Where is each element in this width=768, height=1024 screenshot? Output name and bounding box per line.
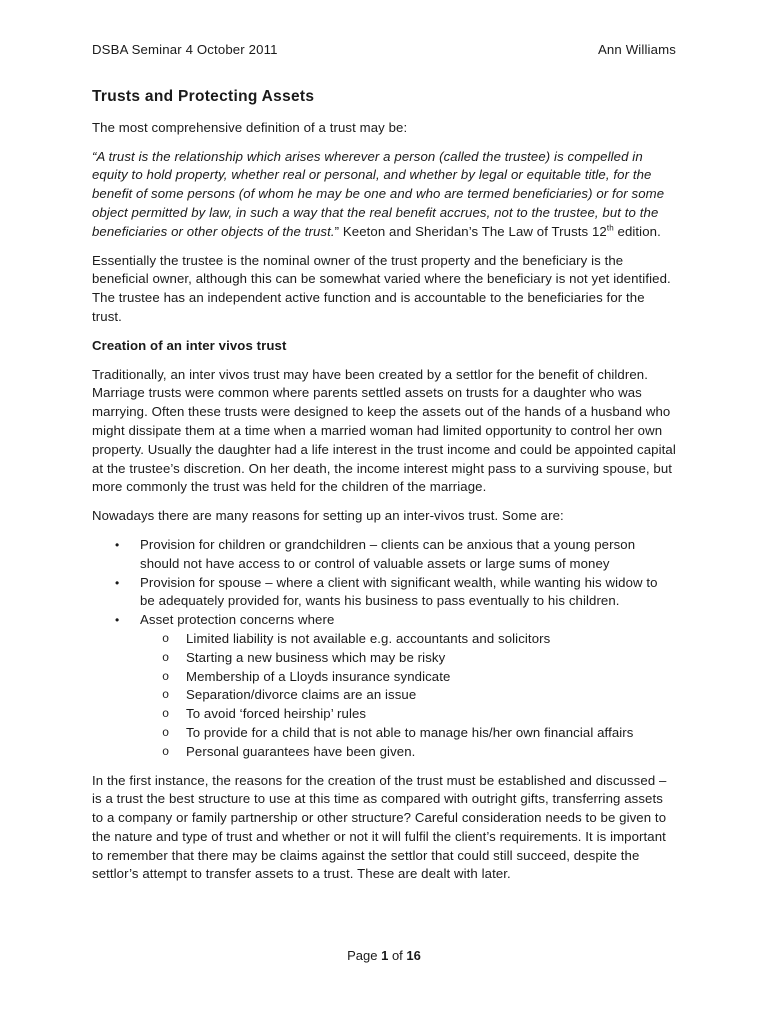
circle-bullet-icon: o — [162, 744, 170, 759]
of-label: of — [388, 948, 407, 963]
sub-list-item-text: Personal guarantees have been given. — [186, 743, 416, 759]
citation-superscript: th — [606, 223, 614, 233]
header-author: Ann Williams — [597, 42, 676, 57]
traditional-paragraph: Traditionally, an inter vivos trust may have been created by a settlor for the benefit of children. Marriage trusts were common where parents settled assets on trusts for a daughter who was marrying. Often these trusts were designed to keep the assets out of the hands of a husband who might dissipate them at a time when a married woman had limited opportunity to control her own property. Usually the daughter had a life interest in the trust income and could be appointed capital at the trustee’s discretion. On her death, the income interest might pass to a surviving spouse, but more commonly the trust was held for the children of the marriage. — [92, 366, 676, 495]
bullet-icon: • — [115, 575, 120, 590]
page-label: Page — [347, 948, 382, 963]
sub-list-item-text: To provide for a child that is not able to manage his/her own financial affairs — [186, 724, 634, 740]
trustee-paragraph: Essentially the trustee is the nominal owner of the trust property and the beneficiary is the beneficial owner, although this can be somewhat varied where the beneficiary is not yet identified. The trustee has an independent active function and is accountable to the beneficiaries for the trust. — [92, 252, 671, 324]
circle-bullet-icon: o — [162, 650, 170, 665]
asset-protection-sublist — [140, 630, 676, 762]
reasons-list — [92, 536, 676, 762]
circle-bullet-icon: o — [162, 707, 170, 722]
quote-citation: ” Keeton and Sheridan’s The Law of Trusts 12 — [334, 223, 607, 239]
list-item — [92, 536, 676, 574]
circle-bullet-icon: o — [162, 669, 170, 684]
list-item — [92, 574, 676, 612]
sub-list-item-text: To avoid ‘forced heirship’ rules — [186, 706, 367, 722]
circle-bullet-icon: o — [162, 725, 170, 740]
header-seminar-date: DSBA Seminar 4 October 2011 — [92, 42, 278, 57]
sub-list-item — [140, 668, 676, 687]
list-item-text: Provision for children or grandchildren – clients can be anxious that a young person should not have access to or control of valuable assets or large sums of money — [140, 536, 636, 571]
page-footer — [0, 948, 768, 963]
page-header — [92, 42, 676, 57]
document-body — [92, 88, 676, 894]
trust-definition-quote — [92, 148, 676, 242]
list-item-text: Asset protection concerns where — [140, 612, 335, 628]
first-instance-paragraph: In the first instance, the reasons for the creation of the trust must be established and discussed – is a trust the best structure to use at this time as compared with outright gifts, transferring assets to a company or family partnership or other structure? Careful consideration needs to be given to the nature and type of trust and whether or not it will fulfil the client’s requirements. It is important to remember that there may be claims against the settlor that could still succeed, despite the settlor’s attempt to transfer assets to a trust. These are dealt with later. — [92, 772, 667, 882]
quote-citation-end: edition. — [613, 223, 661, 239]
sub-list-item-text: Separation/divorce claims are an issue — [186, 687, 417, 703]
sub-list-item-text: Membership of a Lloyds insurance syndicate — [186, 668, 451, 684]
total-page-count: 16 — [406, 948, 421, 963]
sub-list-item — [140, 743, 676, 762]
quote-text: “A trust is the relationship which arises wherever a person (called the trustee) is compelled in equity to hold property, whether real or personal, and whether by legal or equitable title, for the benefit of some persons (of whom he may be one and who are termed beneficiaries) or for some object permitted by law, in such a way that the real benefit accrues, not to the trustee, but to the beneficiaries or other objects of the trust. — [92, 148, 665, 239]
circle-bullet-icon: o — [162, 688, 170, 703]
current-page-number: 1 — [381, 948, 389, 963]
sub-list-item-text: Limited liability is not available e.g. accountants and solicitors — [186, 630, 551, 646]
sub-list-item — [140, 724, 676, 743]
bullet-icon: • — [115, 613, 120, 628]
sub-list-item — [140, 649, 676, 668]
sub-list-item-text: Starting a new business which may be risky — [186, 649, 446, 665]
list-item — [92, 611, 676, 761]
circle-bullet-icon: o — [162, 631, 170, 646]
sub-list-item — [140, 705, 676, 724]
reasons-intro-paragraph: Nowadays there are many reasons for setting up an inter-vivos trust. Some are: — [92, 508, 564, 524]
bullet-icon: • — [115, 537, 120, 552]
sub-list-item — [140, 630, 676, 649]
section-heading: Creation of an inter vivos trust — [92, 337, 287, 353]
intro-paragraph: The most comprehensive definition of a trust may be: — [92, 119, 408, 135]
sub-list-item — [140, 686, 676, 705]
document-title: Trusts and Protecting Assets — [92, 88, 315, 105]
list-item-text: Provision for spouse – where a client with significant wealth, while wanting his widow to be adequately provided for, wants his business to pass eventually to his children. — [140, 574, 658, 609]
